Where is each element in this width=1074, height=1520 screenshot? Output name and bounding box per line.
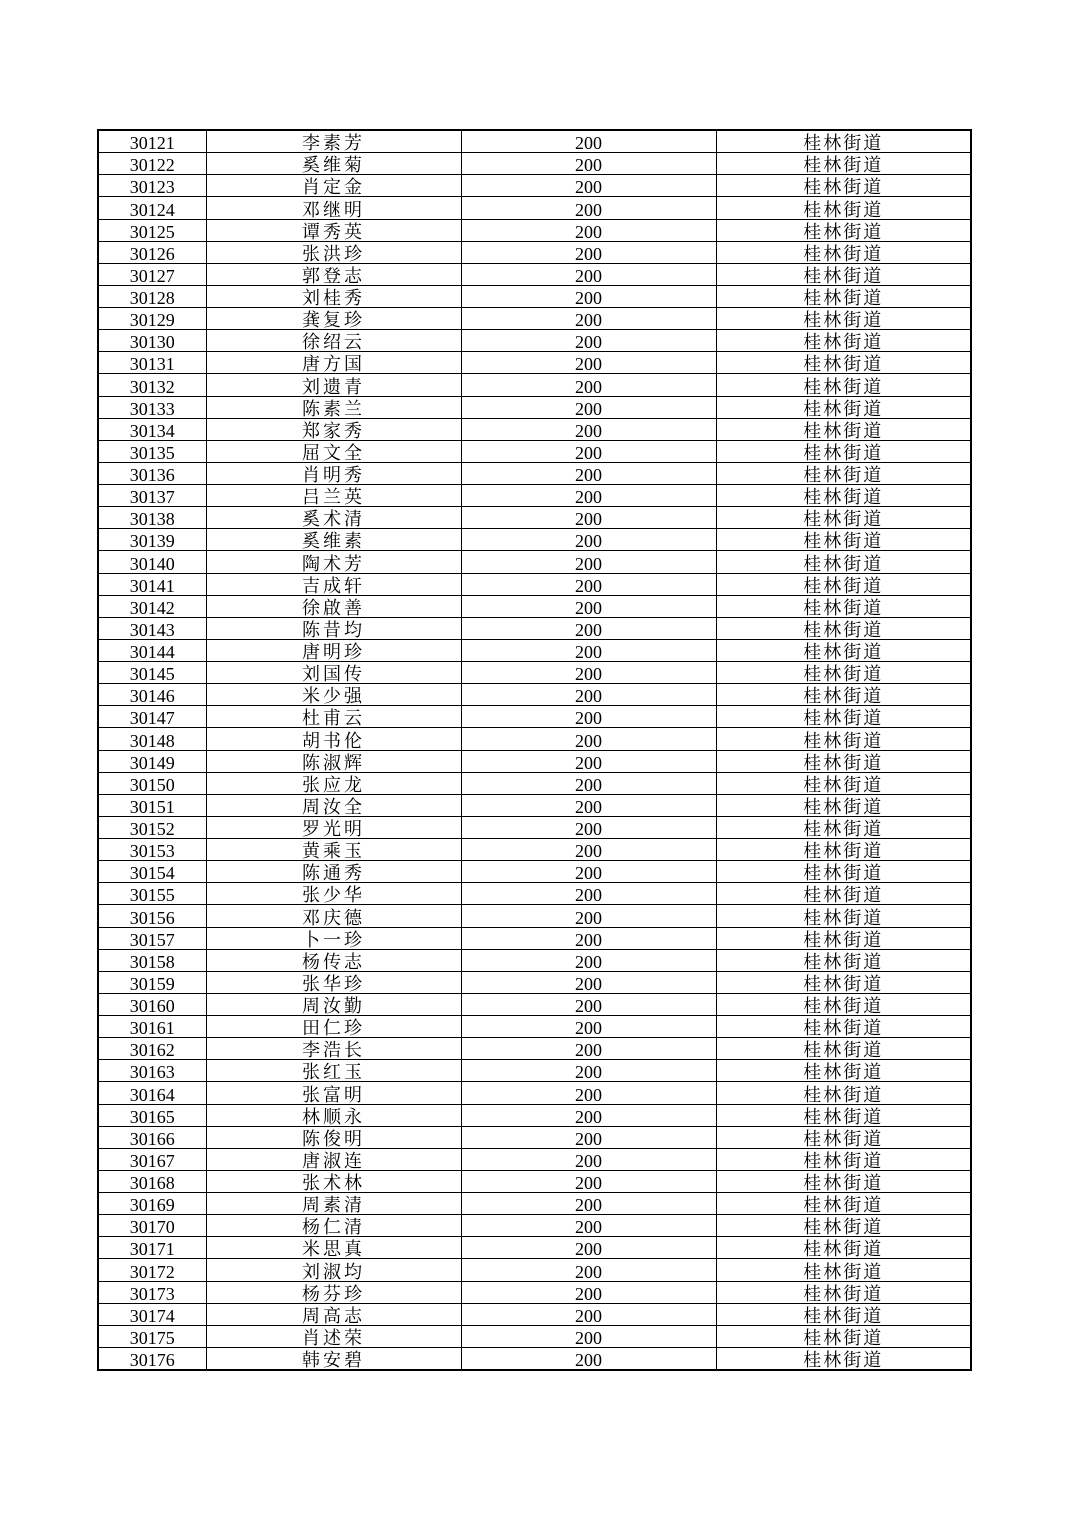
amount-cell: 200	[461, 1259, 716, 1281]
name-cell: 林顺永	[206, 1104, 461, 1126]
name-cell: 邓庆德	[206, 905, 461, 927]
table-row	[98, 1281, 971, 1303]
table-row	[98, 905, 971, 927]
name-cell: 卜一珍	[206, 927, 461, 949]
name-cell: 肖述荣	[206, 1325, 461, 1347]
name-cell: 屈文全	[206, 440, 461, 462]
table-row	[98, 374, 971, 396]
name-cell: 张应龙	[206, 772, 461, 794]
amount-cell: 200	[461, 1082, 716, 1104]
area-cell: 桂林街道	[716, 352, 971, 374]
id-cell: 30138	[98, 507, 206, 529]
amount-cell: 200	[461, 418, 716, 440]
table-row	[98, 1193, 971, 1215]
amount-cell: 200	[461, 219, 716, 241]
table-row	[98, 772, 971, 794]
table-row	[98, 1347, 971, 1370]
amount-cell: 200	[461, 839, 716, 861]
name-cell: 奚维菊	[206, 153, 461, 175]
id-cell: 30165	[98, 1104, 206, 1126]
area-cell: 桂林街道	[716, 1038, 971, 1060]
amount-cell: 200	[461, 706, 716, 728]
area-cell: 桂林街道	[716, 861, 971, 883]
name-cell: 杨仁清	[206, 1215, 461, 1237]
table-row	[98, 573, 971, 595]
area-cell: 桂林街道	[716, 529, 971, 551]
id-cell: 30169	[98, 1193, 206, 1215]
amount-cell: 200	[461, 728, 716, 750]
name-cell: 李浩长	[206, 1038, 461, 1060]
table-row	[98, 1016, 971, 1038]
id-cell: 30152	[98, 816, 206, 838]
table-row	[98, 706, 971, 728]
id-cell: 30149	[98, 750, 206, 772]
area-cell: 桂林街道	[716, 816, 971, 838]
area-cell: 桂林街道	[716, 153, 971, 175]
amount-cell: 200	[461, 905, 716, 927]
area-cell: 桂林街道	[716, 507, 971, 529]
area-cell: 桂林街道	[716, 684, 971, 706]
name-cell: 唐方国	[206, 352, 461, 374]
amount-cell: 200	[461, 462, 716, 484]
id-cell: 30134	[98, 418, 206, 440]
name-cell: 龚复珍	[206, 308, 461, 330]
amount-cell: 200	[461, 1038, 716, 1060]
area-cell: 桂林街道	[716, 130, 971, 153]
id-cell: 30141	[98, 573, 206, 595]
id-cell: 30166	[98, 1126, 206, 1148]
area-cell: 桂林街道	[716, 662, 971, 684]
name-cell: 奚维素	[206, 529, 461, 551]
name-cell: 陈素兰	[206, 396, 461, 418]
area-cell: 桂林街道	[716, 595, 971, 617]
table-row	[98, 794, 971, 816]
amount-cell: 200	[461, 573, 716, 595]
id-cell: 30135	[98, 440, 206, 462]
area-cell: 桂林街道	[716, 794, 971, 816]
amount-cell: 200	[461, 263, 716, 285]
table-row	[98, 1060, 971, 1082]
amount-cell: 200	[461, 993, 716, 1015]
id-cell: 30163	[98, 1060, 206, 1082]
id-cell: 30128	[98, 285, 206, 307]
id-cell: 30139	[98, 529, 206, 551]
amount-cell: 200	[461, 684, 716, 706]
area-cell: 桂林街道	[716, 639, 971, 661]
name-cell: 李素芳	[206, 130, 461, 153]
id-cell: 30125	[98, 219, 206, 241]
table-row	[98, 330, 971, 352]
id-cell: 30156	[98, 905, 206, 927]
name-cell: 肖明秀	[206, 462, 461, 484]
name-cell: 胡书伦	[206, 728, 461, 750]
id-cell: 30124	[98, 197, 206, 219]
amount-cell: 200	[461, 440, 716, 462]
id-cell: 30127	[98, 263, 206, 285]
amount-cell: 200	[461, 1237, 716, 1259]
name-cell: 陶术芳	[206, 551, 461, 573]
data-table	[97, 129, 972, 1371]
table-row	[98, 507, 971, 529]
table-row	[98, 396, 971, 418]
area-cell: 桂林街道	[716, 374, 971, 396]
id-cell: 30176	[98, 1347, 206, 1370]
table-row	[98, 617, 971, 639]
amount-cell: 200	[461, 352, 716, 374]
area-cell: 桂林街道	[716, 440, 971, 462]
area-cell: 桂林街道	[716, 949, 971, 971]
area-cell: 桂林街道	[716, 1104, 971, 1126]
id-cell: 30144	[98, 639, 206, 661]
name-cell: 郑家秀	[206, 418, 461, 440]
amount-cell: 200	[461, 308, 716, 330]
table-row	[98, 1126, 971, 1148]
id-cell: 30146	[98, 684, 206, 706]
amount-cell: 200	[461, 374, 716, 396]
name-cell: 刘遗青	[206, 374, 461, 396]
id-cell: 30162	[98, 1038, 206, 1060]
area-cell: 桂林街道	[716, 1082, 971, 1104]
area-cell: 桂林街道	[716, 883, 971, 905]
id-cell: 30147	[98, 706, 206, 728]
amount-cell: 200	[461, 1347, 716, 1370]
amount-cell: 200	[461, 153, 716, 175]
id-cell: 30175	[98, 1325, 206, 1347]
id-cell: 30142	[98, 595, 206, 617]
area-cell: 桂林街道	[716, 839, 971, 861]
amount-cell: 200	[461, 1303, 716, 1325]
amount-cell: 200	[461, 285, 716, 307]
amount-cell: 200	[461, 927, 716, 949]
amount-cell: 200	[461, 617, 716, 639]
area-cell: 桂林街道	[716, 285, 971, 307]
area-cell: 桂林街道	[716, 1303, 971, 1325]
id-cell: 30150	[98, 772, 206, 794]
amount-cell: 200	[461, 1126, 716, 1148]
area-cell: 桂林街道	[716, 617, 971, 639]
id-cell: 30131	[98, 352, 206, 374]
table-row	[98, 153, 971, 175]
name-cell: 唐淑连	[206, 1148, 461, 1170]
id-cell: 30164	[98, 1082, 206, 1104]
name-cell: 吉成轩	[206, 573, 461, 595]
name-cell: 邓继明	[206, 197, 461, 219]
table-body	[98, 130, 971, 1370]
table-row	[98, 1325, 971, 1347]
name-cell: 米少强	[206, 684, 461, 706]
table-row	[98, 529, 971, 551]
name-cell: 米思真	[206, 1237, 461, 1259]
area-cell: 桂林街道	[716, 1148, 971, 1170]
name-cell: 罗光明	[206, 816, 461, 838]
area-cell: 桂林街道	[716, 1193, 971, 1215]
area-cell: 桂林街道	[716, 1325, 971, 1347]
table-row	[98, 639, 971, 661]
amount-cell: 200	[461, 883, 716, 905]
table-row	[98, 1237, 971, 1259]
table-row	[98, 175, 971, 197]
area-cell: 桂林街道	[716, 197, 971, 219]
area-cell: 桂林街道	[716, 1237, 971, 1259]
id-cell: 30155	[98, 883, 206, 905]
table-row	[98, 1082, 971, 1104]
name-cell: 张红玉	[206, 1060, 461, 1082]
name-cell: 陈俊明	[206, 1126, 461, 1148]
amount-cell: 200	[461, 175, 716, 197]
table-row	[98, 219, 971, 241]
area-cell: 桂林街道	[716, 551, 971, 573]
amount-cell: 200	[461, 551, 716, 573]
table-row	[98, 816, 971, 838]
area-cell: 桂林街道	[716, 706, 971, 728]
id-cell: 30153	[98, 839, 206, 861]
name-cell: 肖定金	[206, 175, 461, 197]
id-cell: 30121	[98, 130, 206, 153]
amount-cell: 200	[461, 1325, 716, 1347]
name-cell: 杜甫云	[206, 706, 461, 728]
name-cell: 韩安碧	[206, 1347, 461, 1370]
name-cell: 刘国传	[206, 662, 461, 684]
table-row	[98, 927, 971, 949]
name-cell: 杨传志	[206, 949, 461, 971]
area-cell: 桂林街道	[716, 1170, 971, 1192]
name-cell: 田仁珍	[206, 1016, 461, 1038]
name-cell: 陈通秀	[206, 861, 461, 883]
table-row	[98, 728, 971, 750]
table-row	[98, 861, 971, 883]
name-cell: 周汝勤	[206, 993, 461, 1015]
area-cell: 桂林街道	[716, 772, 971, 794]
id-cell: 30132	[98, 374, 206, 396]
name-cell: 周汝全	[206, 794, 461, 816]
amount-cell: 200	[461, 396, 716, 418]
table-row	[98, 662, 971, 684]
amount-cell: 200	[461, 794, 716, 816]
id-cell: 30167	[98, 1148, 206, 1170]
table-row	[98, 883, 971, 905]
name-cell: 周高志	[206, 1303, 461, 1325]
id-cell: 30140	[98, 551, 206, 573]
amount-cell: 200	[461, 639, 716, 661]
id-cell: 30133	[98, 396, 206, 418]
amount-cell: 200	[461, 1170, 716, 1192]
name-cell: 杨芬珍	[206, 1281, 461, 1303]
amount-cell: 200	[461, 529, 716, 551]
area-cell: 桂林街道	[716, 308, 971, 330]
amount-cell: 200	[461, 241, 716, 263]
amount-cell: 200	[461, 595, 716, 617]
table-row	[98, 839, 971, 861]
area-cell: 桂林街道	[716, 219, 971, 241]
id-cell: 30126	[98, 241, 206, 263]
amount-cell: 200	[461, 772, 716, 794]
amount-cell: 200	[461, 949, 716, 971]
id-cell: 30129	[98, 308, 206, 330]
amount-cell: 200	[461, 816, 716, 838]
table-row	[98, 949, 971, 971]
area-cell: 桂林街道	[716, 927, 971, 949]
table-row	[98, 440, 971, 462]
id-cell: 30154	[98, 861, 206, 883]
amount-cell: 200	[461, 1281, 716, 1303]
id-cell: 30145	[98, 662, 206, 684]
id-cell: 30173	[98, 1281, 206, 1303]
table-row	[98, 551, 971, 573]
table-row	[98, 1104, 971, 1126]
area-cell: 桂林街道	[716, 1060, 971, 1082]
id-cell: 30143	[98, 617, 206, 639]
id-cell: 30148	[98, 728, 206, 750]
id-cell: 30157	[98, 927, 206, 949]
id-cell: 30171	[98, 1237, 206, 1259]
id-cell: 30122	[98, 153, 206, 175]
name-cell: 张富明	[206, 1082, 461, 1104]
amount-cell: 200	[461, 1215, 716, 1237]
id-cell: 30170	[98, 1215, 206, 1237]
table-row	[98, 1170, 971, 1192]
area-cell: 桂林街道	[716, 330, 971, 352]
amount-cell: 200	[461, 1193, 716, 1215]
name-cell: 徐绍云	[206, 330, 461, 352]
amount-cell: 200	[461, 485, 716, 507]
area-cell: 桂林街道	[716, 1347, 971, 1370]
amount-cell: 200	[461, 1016, 716, 1038]
table-row	[98, 684, 971, 706]
table-row	[98, 308, 971, 330]
name-cell: 吕兰英	[206, 485, 461, 507]
area-cell: 桂林街道	[716, 1126, 971, 1148]
name-cell: 张少华	[206, 883, 461, 905]
area-cell: 桂林街道	[716, 573, 971, 595]
area-cell: 桂林街道	[716, 1259, 971, 1281]
amount-cell: 200	[461, 1104, 716, 1126]
amount-cell: 200	[461, 130, 716, 153]
id-cell: 30123	[98, 175, 206, 197]
table-row	[98, 595, 971, 617]
table-row	[98, 352, 971, 374]
table-row	[98, 971, 971, 993]
name-cell: 刘淑均	[206, 1259, 461, 1281]
amount-cell: 200	[461, 750, 716, 772]
amount-cell: 200	[461, 1148, 716, 1170]
id-cell: 30130	[98, 330, 206, 352]
amount-cell: 200	[461, 1060, 716, 1082]
amount-cell: 200	[461, 971, 716, 993]
amount-cell: 200	[461, 507, 716, 529]
amount-cell: 200	[461, 861, 716, 883]
name-cell: 徐啟善	[206, 595, 461, 617]
area-cell: 桂林街道	[716, 1281, 971, 1303]
amount-cell: 200	[461, 330, 716, 352]
area-cell: 桂林街道	[716, 462, 971, 484]
area-cell: 桂林街道	[716, 1215, 971, 1237]
name-cell: 周素清	[206, 1193, 461, 1215]
area-cell: 桂林街道	[716, 418, 971, 440]
id-cell: 30161	[98, 1016, 206, 1038]
table-row	[98, 241, 971, 263]
area-cell: 桂林街道	[716, 728, 971, 750]
id-cell: 30151	[98, 794, 206, 816]
area-cell: 桂林街道	[716, 905, 971, 927]
area-cell: 桂林街道	[716, 241, 971, 263]
id-cell: 30168	[98, 1170, 206, 1192]
area-cell: 桂林街道	[716, 263, 971, 285]
area-cell: 桂林街道	[716, 750, 971, 772]
table-row	[98, 485, 971, 507]
id-cell: 30172	[98, 1259, 206, 1281]
name-cell: 陈淑辉	[206, 750, 461, 772]
area-cell: 桂林街道	[716, 971, 971, 993]
table-row	[98, 197, 971, 219]
name-cell: 黄乘玉	[206, 839, 461, 861]
table-row	[98, 285, 971, 307]
table-row	[98, 418, 971, 440]
area-cell: 桂林街道	[716, 396, 971, 418]
table-row	[98, 750, 971, 772]
name-cell: 郭登志	[206, 263, 461, 285]
area-cell: 桂林街道	[716, 175, 971, 197]
id-cell: 30174	[98, 1303, 206, 1325]
name-cell: 陈昔均	[206, 617, 461, 639]
table-row	[98, 1038, 971, 1060]
table-row	[98, 462, 971, 484]
area-cell: 桂林街道	[716, 485, 971, 507]
table-row	[98, 1259, 971, 1281]
id-cell: 30137	[98, 485, 206, 507]
name-cell: 谭秀英	[206, 219, 461, 241]
table-row	[98, 1303, 971, 1325]
name-cell: 张华珍	[206, 971, 461, 993]
name-cell: 张洪珍	[206, 241, 461, 263]
id-cell: 30136	[98, 462, 206, 484]
area-cell: 桂林街道	[716, 993, 971, 1015]
table-row	[98, 130, 971, 153]
table-row	[98, 263, 971, 285]
name-cell: 奚术清	[206, 507, 461, 529]
id-cell: 30158	[98, 949, 206, 971]
area-cell: 桂林街道	[716, 1016, 971, 1038]
name-cell: 张术林	[206, 1170, 461, 1192]
table-row	[98, 1215, 971, 1237]
table-row	[98, 1148, 971, 1170]
amount-cell: 200	[461, 662, 716, 684]
name-cell: 唐明珍	[206, 639, 461, 661]
id-cell: 30160	[98, 993, 206, 1015]
table-row	[98, 993, 971, 1015]
id-cell: 30159	[98, 971, 206, 993]
amount-cell: 200	[461, 197, 716, 219]
name-cell: 刘桂秀	[206, 285, 461, 307]
